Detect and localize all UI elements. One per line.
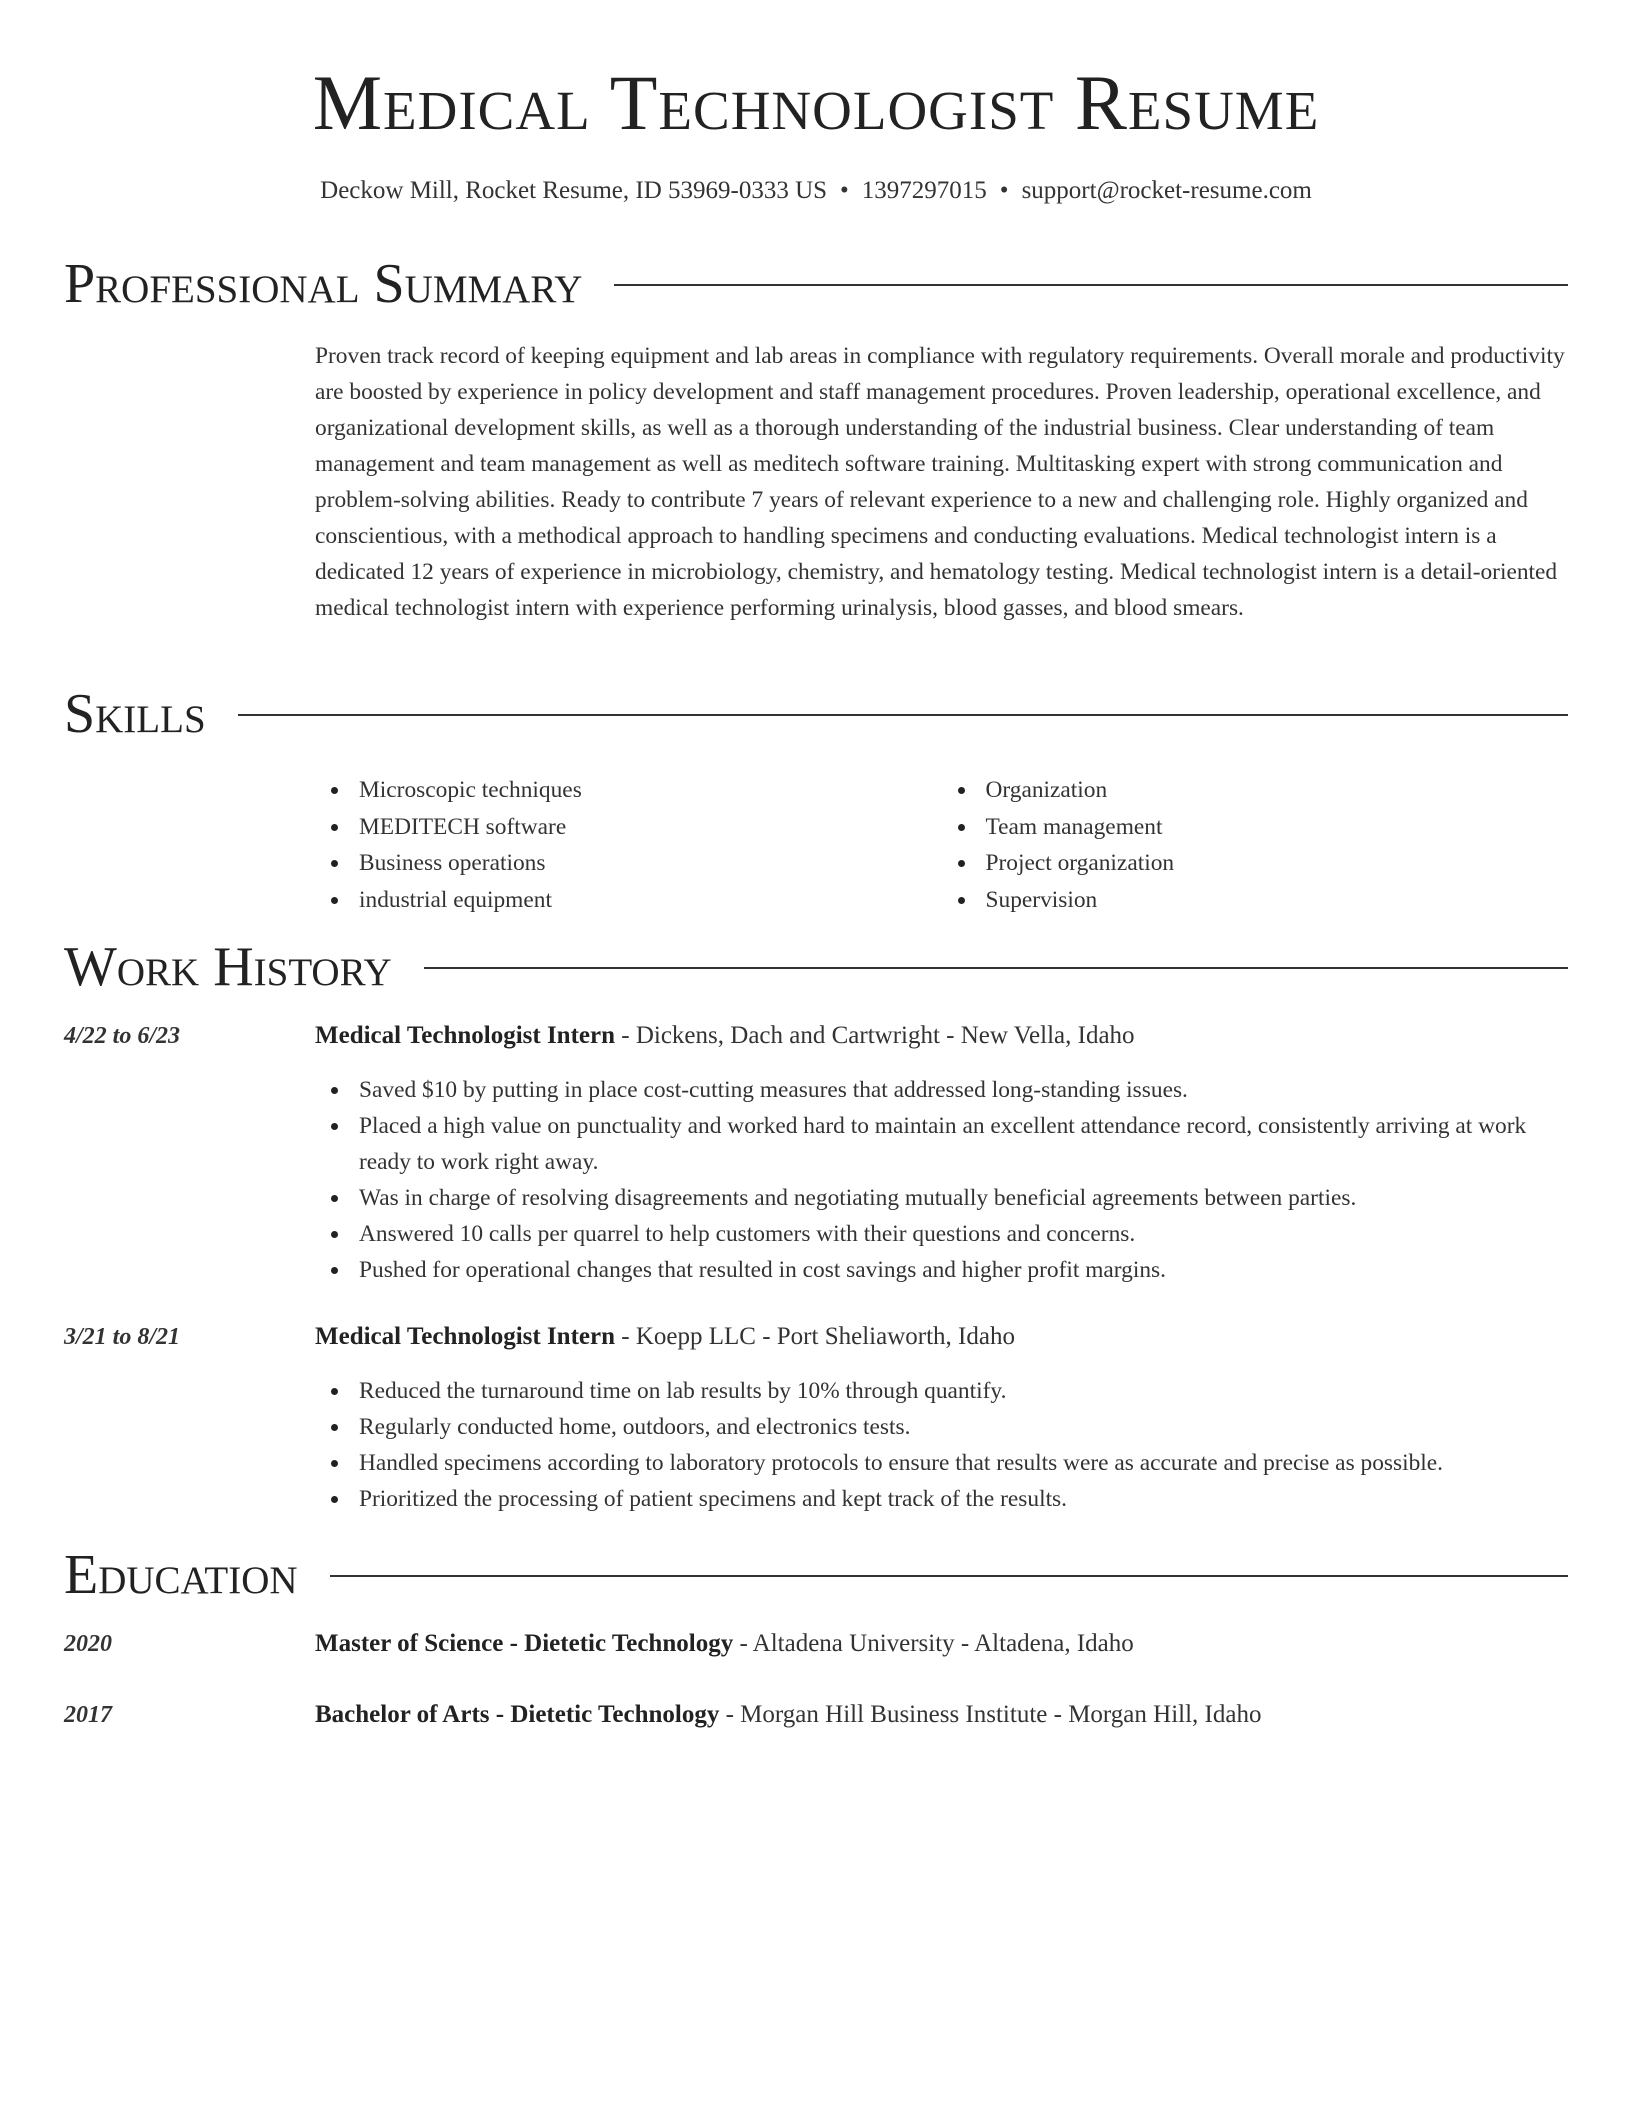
job-bullet: Regularly conducted home, outdoors, and electronics tests. — [359, 1409, 1568, 1445]
section-divider — [614, 284, 1568, 286]
job-bullets — [359, 1072, 1568, 1288]
skill-item: Project organization — [986, 845, 1569, 882]
job-title: Medical Technologist Intern — [315, 1323, 616, 1350]
education-entry — [315, 1627, 1568, 1661]
section-divider — [424, 967, 1568, 969]
summary-text: Proven track record of keeping equipment and lab areas in compliance with regulatory requirements. Overall morale and productivity are boosted by experience in policy development and staff management procedures. Proven leadership, operational excellence, and organizational development skills, as well as a thorough understanding of the industrial business. Clear understanding of team management and team management as well as meditech software training. Multitasking expert with strong communication and problem-solving abilities. Ready to contribute 7 years of relevant experience to a new and challenging role. Highly organized and conscientious, with a methodical approach to handling specimens and conducting evaluations. Medical technologist intern is a dedicated 12 years of experience in microbiology, chemistry, and hematology testing. Medical technologist intern is a detail-oriented medical technologist intern with experience performing urinalysis, blood gasses, and blood smears. — [315, 343, 1565, 621]
section-divider — [330, 1575, 1568, 1577]
work-section-header — [64, 935, 1568, 999]
job-dates: 4/22 to 6/23 — [64, 1023, 181, 1049]
skill-item: Organization — [986, 772, 1569, 809]
education-entry — [315, 1698, 1568, 1732]
education-details: - Altadena University - Altadena, Idaho — [733, 1630, 1134, 1657]
skill-item: MEDITECH software — [359, 809, 942, 846]
summary-heading: Professional Summary — [64, 253, 583, 315]
skill-item: industrial equipment — [359, 882, 942, 919]
job-header — [315, 1320, 1568, 1354]
skills-column-left — [315, 772, 942, 918]
job-bullet: Placed a high value on punctuality and worked hard to maintain an excellent attendance record, consistently arriving at work ready to work right away. — [359, 1108, 1568, 1180]
skill-item: Business operations — [359, 845, 942, 882]
job-bullets — [359, 1373, 1568, 1517]
job-details: - Dickens, Dach and Cartwright - New Vella, Idaho — [615, 1022, 1135, 1049]
contact-phone: 1397297015 — [861, 177, 987, 204]
job-header — [315, 1019, 1568, 1053]
contact-address: Deckow Mill, Rocket Resume, ID 53969-0333 US — [320, 177, 828, 204]
contact-separator: • — [840, 177, 849, 204]
job-bullet: Reduced the turnaround time on lab results by 10% through quantify. — [359, 1373, 1568, 1409]
contact-line — [64, 174, 1568, 208]
job-bullet: Saved $10 by putting in place cost-cutting measures that addressed long-standing issues. — [359, 1072, 1568, 1108]
education-details: - Morgan Hill Business Institute - Morgan Hill, Idaho — [719, 1701, 1262, 1728]
skill-item: Team management — [986, 809, 1569, 846]
work-heading: Work History — [64, 936, 392, 998]
skill-item: Microscopic techniques — [359, 772, 942, 809]
job-bullet: Was in charge of resolving disagreements and negotiating mutually beneficial agreements between parties. — [359, 1180, 1568, 1216]
skills-heading: Skills — [64, 683, 206, 745]
resume-title: Medical Technologist Resume — [312, 59, 1320, 146]
skills-section-header — [64, 682, 1568, 746]
education-degree: Bachelor of Arts - Dietetic Technology — [315, 1701, 720, 1728]
contact-email: support@rocket-resume.com — [1021, 177, 1312, 204]
education-degree: Master of Science - Dietetic Technology — [315, 1630, 734, 1657]
summary-section-header — [64, 252, 1568, 316]
education-section-header — [64, 1543, 1568, 1607]
job-details: - Koepp LLC - Port Sheliaworth, Idaho — [615, 1323, 1015, 1350]
job-bullet: Handled specimens according to laboratory protocols to ensure that results were as accurate and precise as possible. — [359, 1445, 1568, 1481]
skills-list — [315, 772, 1568, 918]
job-bullet: Answered 10 calls per quarrel to help customers with their questions and concerns. — [359, 1216, 1568, 1252]
education-year: 2020 — [64, 1631, 112, 1657]
job-dates: 3/21 to 8/21 — [64, 1324, 181, 1350]
skills-column-right — [942, 772, 1569, 918]
section-divider — [238, 714, 1568, 716]
contact-separator: • — [999, 177, 1009, 204]
education-year: 2017 — [64, 1702, 112, 1728]
skill-item: Supervision — [986, 882, 1569, 919]
job-title: Medical Technologist Intern — [315, 1022, 616, 1049]
job-bullet: Prioritized the processing of patient specimens and kept track of the results. — [359, 1481, 1568, 1517]
education-heading: Education — [64, 1544, 298, 1606]
job-bullet: Pushed for operational changes that resulted in cost savings and higher profit margins. — [359, 1252, 1568, 1288]
